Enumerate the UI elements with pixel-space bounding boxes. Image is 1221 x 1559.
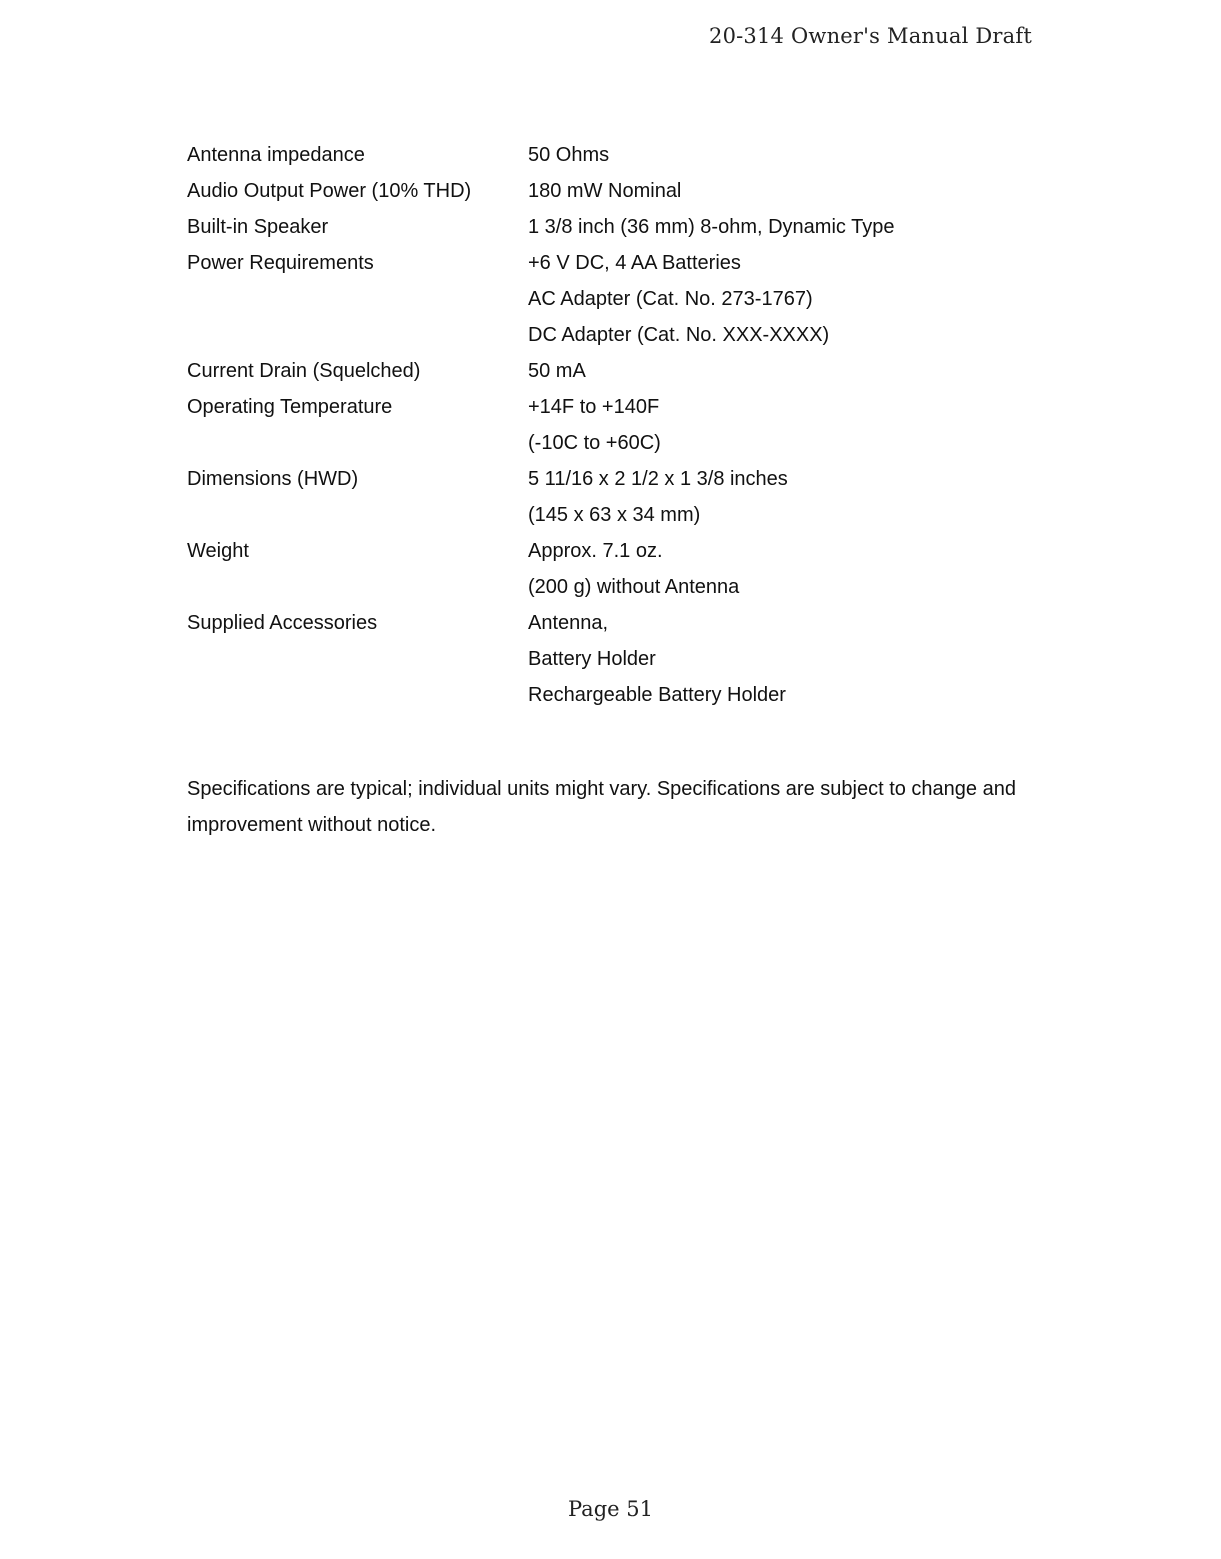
spec-row	[187, 173, 1047, 209]
spec-label: Current Drain (Squelched)	[187, 359, 421, 382]
spec-row	[187, 497, 1047, 533]
spec-row	[187, 569, 1047, 605]
spec-label: Audio Output Power (10% THD)	[187, 179, 472, 202]
spec-value: Battery Holder	[528, 647, 656, 670]
spec-label: Built-in Speaker	[187, 215, 329, 238]
page-header: 20-314 Owner's Manual Draft	[709, 24, 1032, 48]
spec-label: Operating Temperature	[187, 395, 393, 418]
spec-label: Antenna impedance	[187, 143, 365, 166]
spec-row	[187, 461, 1047, 497]
spec-value: Antenna,	[528, 611, 609, 634]
spec-value: 180 mW Nominal	[528, 179, 682, 202]
spec-row	[187, 137, 1047, 173]
spec-value: 1 3/8 inch (36 mm) 8-ohm, Dynamic Type	[528, 215, 895, 238]
spec-label: Supplied Accessories	[187, 611, 378, 634]
spec-value: 50 Ohms	[528, 143, 610, 166]
spec-value: (200 g) without Antenna	[528, 575, 740, 598]
specifications-note: Specifications are typical; individual units might vary. Specifications are subject to change and improvement without notice.	[187, 778, 1016, 836]
spec-value: (145 x 63 x 34 mm)	[528, 503, 701, 526]
spec-value: DC Adapter (Cat. No. XXX-XXXX)	[528, 323, 830, 346]
spec-label: Dimensions (HWD)	[187, 467, 359, 490]
spec-row	[187, 281, 1047, 317]
spec-row	[187, 317, 1047, 353]
spec-value: +14F to +140F	[528, 395, 660, 418]
spec-value: 50 mA	[528, 359, 586, 382]
spec-label: Weight	[187, 539, 249, 562]
spec-value: (-10C to +60C)	[528, 431, 661, 454]
page-number: Page 51	[568, 1497, 653, 1521]
spec-row	[187, 245, 1047, 281]
spec-row	[187, 353, 1047, 389]
spec-row	[187, 425, 1047, 461]
spec-row	[187, 389, 1047, 425]
spec-value: AC Adapter (Cat. No. 273-1767)	[528, 287, 813, 310]
specifications-table	[187, 137, 1047, 713]
spec-row	[187, 605, 1047, 641]
spec-row	[187, 641, 1047, 677]
spec-value: Rechargeable Battery Holder	[528, 683, 786, 706]
spec-label: Power Requirements	[187, 251, 374, 274]
spec-row	[187, 533, 1047, 569]
spec-value: 5 11/16 x 2 1/2 x 1 3/8 inches	[528, 467, 788, 490]
spec-value: +6 V DC, 4 AA Batteries	[528, 251, 741, 274]
spec-row	[187, 209, 1047, 245]
spec-value: Approx. 7.1 oz.	[528, 539, 663, 562]
spec-row	[187, 677, 1047, 713]
